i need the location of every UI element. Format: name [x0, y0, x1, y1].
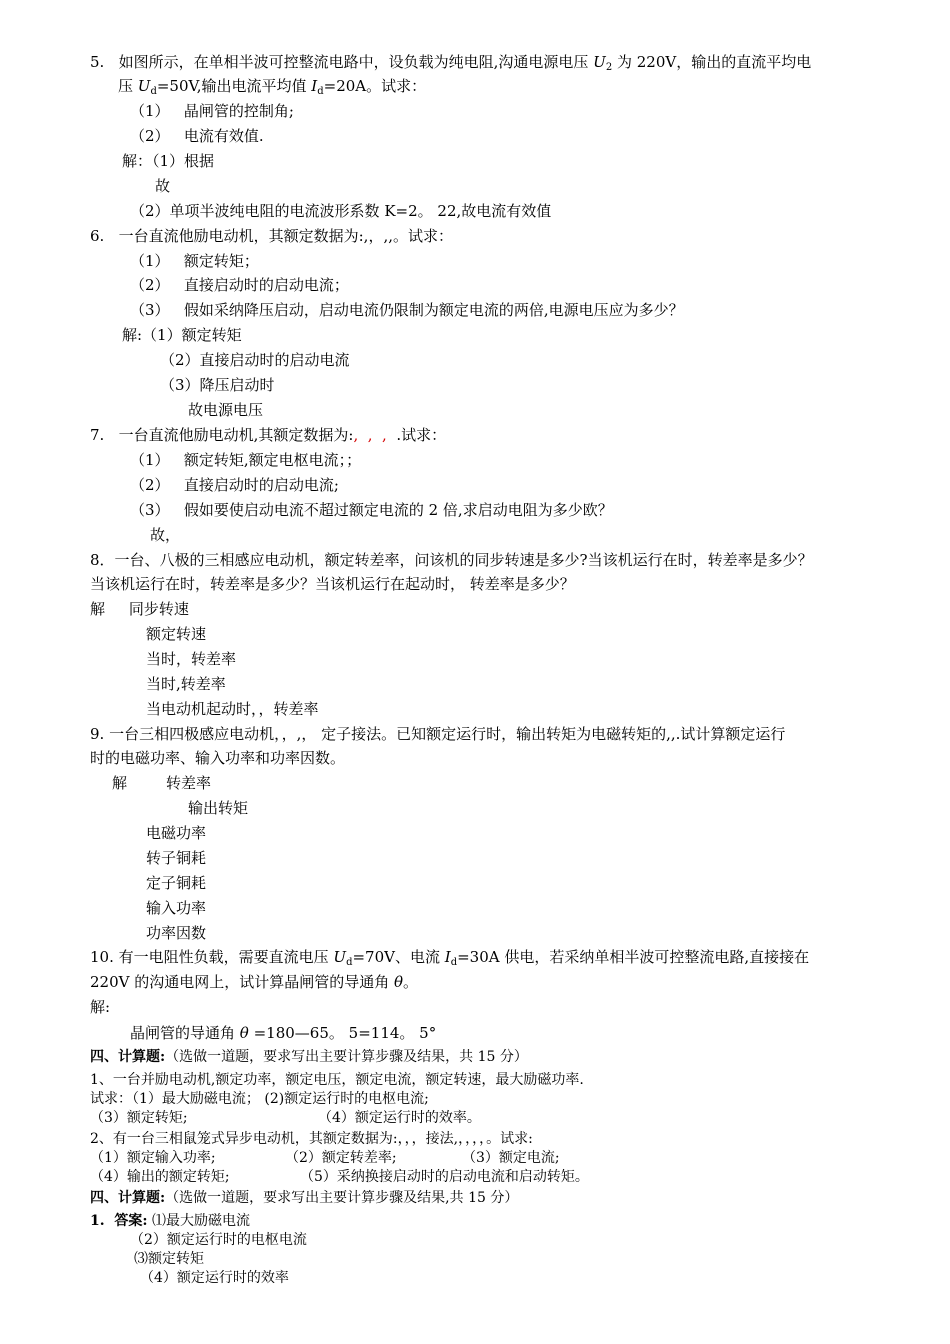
calc1-question: 1、一台并励电动机,额定功率，额定电压，额定电流，额定转速，最大励磁功率. — [90, 1072, 584, 1088]
answer1-part1: 1. 答案: ⑴最大励磁电流 — [90, 1213, 250, 1229]
q5-solution2: （2）单项半波纯电阻的电流波形系数 K=2。 22,故电流有效值 — [130, 202, 552, 220]
q9-input-power: 输入功率 — [146, 899, 207, 917]
calc2-ask-4: （4）输出的额定转矩; — [90, 1169, 230, 1185]
q6-solution3: （3）降压启动时 — [160, 376, 275, 394]
calc2-ask-1: （1）额定输入功率; — [90, 1150, 216, 1166]
calc2-question: 2、有一台三相鼠笼式异步电动机，其额定数据为:，，，接法,，，，，。试求: — [90, 1131, 533, 1147]
q7-item3: （3） 假如要使启动电流不超过额定电流的 2 倍,求启动电阻为多少欧？ — [130, 501, 613, 519]
calc1-ask-3: （3）额定转矩; — [90, 1110, 188, 1126]
q9-slip: 转差率 — [166, 774, 212, 792]
q9-question-line1: 9. 一台三相四极感应电动机，，,， 定子接法。已知额定运行时，输出转矩为电磁转矩的,,.试计算额定运行 — [90, 725, 786, 743]
q9-solution-label: 解 — [112, 774, 128, 792]
q5-line1: 5. 如图所示，在单相半波可控整流电路中，设负载为纯电阻,沟通电源电压 $U_2$ 为 220V，输出的直流平均电 — [90, 53, 812, 73]
q8-solution3: 当时，转差率 — [146, 650, 237, 668]
q8-solution1: 解 同步转速 — [90, 600, 189, 618]
answer1-part4: （4）额定运行时的效率 — [140, 1270, 289, 1286]
q6-solution1: 解:（1）额定转矩 — [122, 326, 242, 344]
q8-question-line1: 8．一台、八极的三相感应电动机，额定转差率，问该机的同步转速是多少?当该机运行在时，转差率是多少？ — [90, 551, 813, 569]
q9-em-power: 电磁功率 — [146, 824, 207, 842]
q7-solution: 故， — [150, 526, 181, 544]
q5-item2: （2） 电流有效值. — [130, 127, 264, 145]
section-four-heading: 四、计算题:（选做一道题，要求写出主要计算步骤及结果，共 15 分） — [90, 1049, 528, 1065]
q5-solution1: 解：（1）根据 — [122, 152, 215, 170]
q9-power-factor: 功率因数 — [146, 924, 207, 942]
q8-solution4: 当时,转差率 — [146, 675, 226, 693]
q7-item2: （2） 直接启动时的启动电流; — [130, 476, 339, 494]
q8-solution5: 当电动机起动时，，转差率 — [146, 700, 319, 718]
q10-solution-label: 解: — [90, 998, 111, 1016]
q9-question-line2: 时的电磁功率、输入功率和功率因数。 — [90, 749, 346, 767]
q7-question: 7. 一台直流他励电动机,其额定数据为:, , , .试求： — [90, 426, 447, 444]
q10-question-line2: 220V 的沟通电网上，试计算晶闸管的导通角 θ。 — [90, 973, 419, 991]
q10-question-line1: 10. 有一电阻性负载，需要直流电压 $U_d=70V$、电流 $I_d=30A$ 供电，若采纳单相半波可控整流电路,直接接在 — [90, 948, 810, 968]
q9-output-torque: 输出转矩 — [188, 799, 249, 817]
q5-item1: （1） 晶闸管的控制角; — [130, 102, 294, 120]
q5-line2: 压 $U_d=50V$,输出电流平均值 $I_d=20A$。试求： — [118, 77, 427, 97]
q6-question: 6. 一台直流他励电动机，其额定数据为:,，,,。试求： — [90, 227, 453, 245]
q6-item3: （3） 假如采纳降压启动，启动电流仍限制为额定电流的两倍,电源电压应为多少？ — [130, 301, 684, 319]
q7-item1: （1） 额定转矩,额定电枢电流；； — [130, 451, 362, 469]
q9-stator-copper-loss: 定子铜耗 — [146, 874, 207, 892]
answer1-part2: （2）额定运行时的电枢电流 — [130, 1232, 307, 1248]
answer1-part3: ⑶额定转矩 — [134, 1251, 204, 1267]
section-four-answers-heading: 四、计算题:（选做一道题，要求写出主要计算步骤及结果,共 15 分） — [90, 1190, 519, 1206]
calc1-asks-1-2: 试求：（1）最大励磁电流； (2)额定运行时的电枢电流; — [90, 1091, 429, 1107]
calc2-ask-3: （3）额定电流; — [462, 1150, 560, 1166]
q8-question-line2: 当该机运行在时，转差率是多少？当该机运行在起动时， 转差率是多少？ — [90, 575, 575, 593]
q6-item2: （2） 直接启动时的启动电流； — [130, 276, 349, 294]
q10-solution: 晶闸管的导通角 θ =180—65。 5=114。 5° — [130, 1024, 437, 1042]
q5-solution-therefore: 故 — [155, 177, 171, 195]
calc2-ask-5: （5）采纳换接启动时的启动电流和启动转矩。 — [300, 1169, 589, 1185]
q6-solution2: （2）直接启动时的启动电流 — [160, 351, 350, 369]
q6-solution4: 故电源电压 — [188, 401, 264, 419]
q8-solution2: 额定转速 — [146, 625, 207, 643]
calc1-ask-4: （4）额定运行时的效率。 — [318, 1110, 481, 1126]
q9-rotor-copper-loss: 转子铜耗 — [146, 849, 207, 867]
q6-item1: （1） 额定转矩； — [130, 252, 259, 270]
calc2-ask-2: （2）额定转差率; — [285, 1150, 397, 1166]
